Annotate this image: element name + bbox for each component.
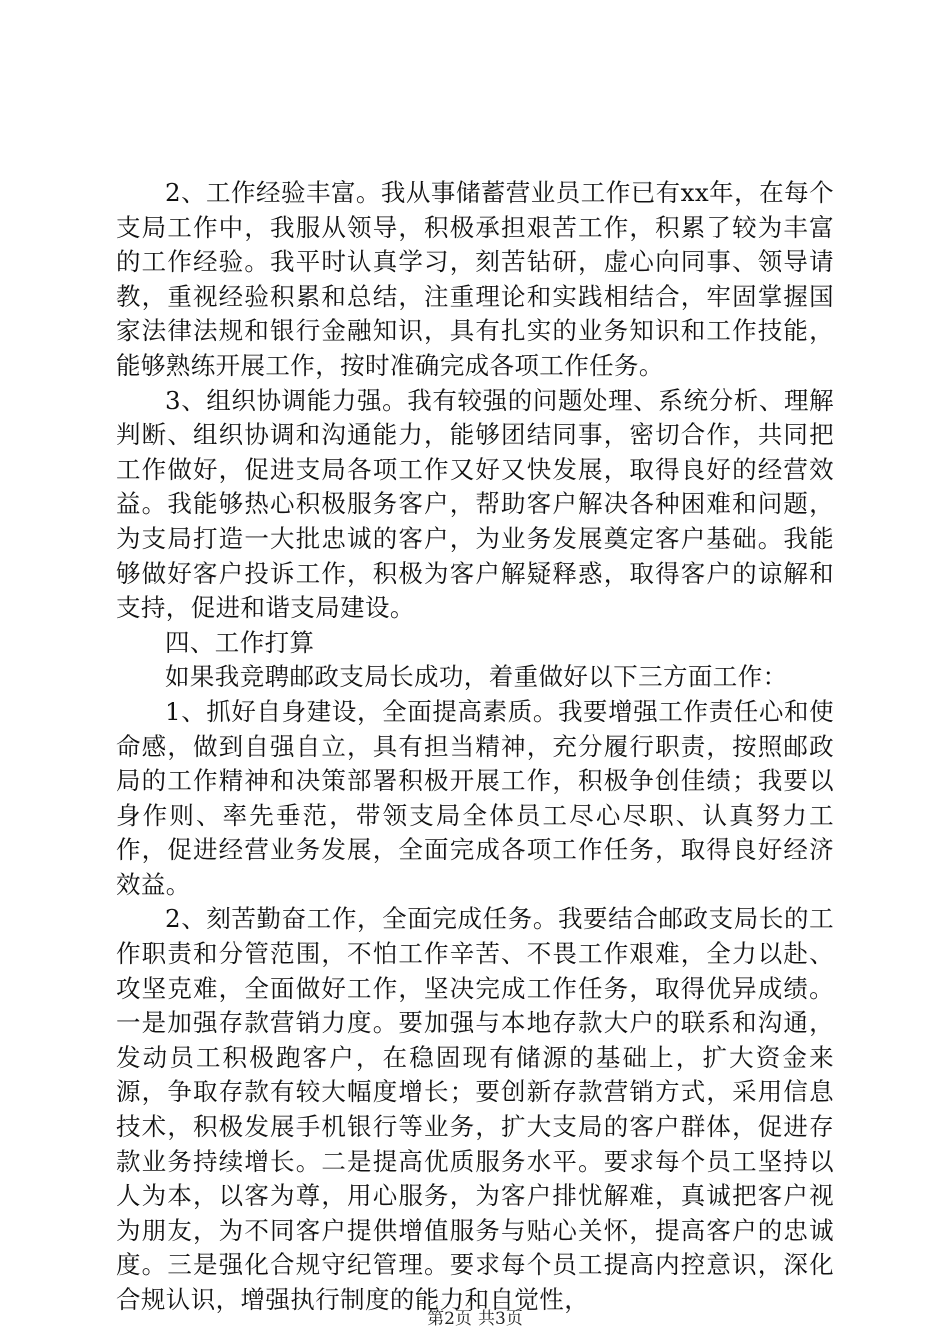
paragraph-self-building: 1、抓好自身建设，全面提高素质。我要增强工作责任心和使命感，做到自强自立，具有担当精神，充分履行职责，按照邮政局的工作精神和决策部署积极开展工作，积极争创佳绩；我要以身作则、率先垂范，带领支局全体员工尽心尽职、认真努力工作，促进经营业务发展，全面完成各项工作任务，取得良好经济效益。 xyxy=(116,696,834,899)
page-footer xyxy=(0,1304,950,1329)
paragraph-work-experience: 2、工作经验丰富。我从事储蓄营业员工作已有xx年，在每个支局工作中，我服从领导，积极承担艰苦工作，积累了较为丰富的工作经验。我平时认真学习，刻苦钻研，虚心向同事、领导请教，重视经验积累和总结，注重理论和实践相结合，牢固掌握国家法律法规和银行金融知识，具有扎实的业务知识和工作技能，能够熟练开展工作，按时准确完成各项工作任务。 xyxy=(116,178,834,380)
document-body xyxy=(116,176,834,1318)
section-heading-work-plan: 四、工作打算 xyxy=(165,627,315,657)
page-number-total: 共3页 xyxy=(478,1309,523,1329)
page-number-current: 第2页 xyxy=(427,1309,472,1329)
paragraph-plan-intro: 如果我竞聘邮政支局长成功，着重做好以下三方面工作： xyxy=(165,662,788,692)
paragraph-coordination-ability: 3、组织协调能力强。我有较强的问题处理、系统分析、理解判断、组织协调和沟通能力，能够团结同事，密切合作，共同把工作做好，促进支局各项工作又好又快发展，取得良好的经营效益。我能够热心积极服务客户，帮助客户解决各种困难和问题，为支局打造一大批忠诚的客户，为业务发展奠定客户基础。我能够做好客户投诉工作，积极为客户解疑释惑，取得客户的谅解和支持，促进和谐支局建设。 xyxy=(116,385,834,623)
paragraph-hard-work: 2、刻苦勤奋工作，全面完成任务。我要结合邮政支局长的工作职责和分管范围，不怕工作辛苦、不畏工作艰难，全力以赴、攻坚克难，全面做好工作，坚决完成工作任务，取得优异成绩。一是加强存款营销力度。要加强与本地存款大户的联系和沟通，发动员工积极跑客户，在稳固现有储源的基础上，扩大资金来源，争取存款有较大幅度增长；要创新存款营销方式，采用信息技术，积极发展手机银行等业务，扩大支局的客户群体，促进存款业务持续增长。二是提高优质服务水平。要求每个员工坚持以人为本，以客为尊，用心服务，为客户排忧解难，真诚把客户视为朋友，为不同客户提供增值服务与贴心关怀，提高客户的忠诚度。三是强化合规守纪管理。要求每个员工提高内控意识，深化合规认识，增强执行制度的能力和自觉性， xyxy=(116,904,834,1314)
